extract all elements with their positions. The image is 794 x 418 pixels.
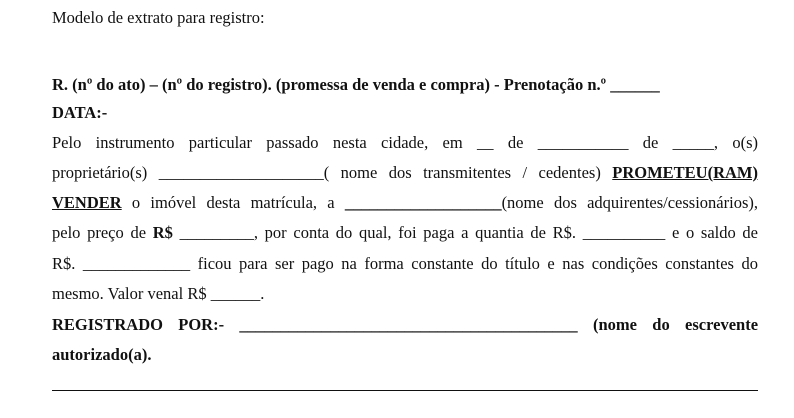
body-line-5: R$. _____________ ficou para ser pago na forma constante do título e nas condições constantes do xyxy=(52,254,758,273)
owners-text: proprietário(s) ____________________( nome dos transmitentes / cedentes) xyxy=(52,163,601,182)
bottom-rule xyxy=(52,390,758,391)
body-line-4 xyxy=(52,223,758,243)
clerk-hint: (nome do escrevente xyxy=(592,315,759,334)
authorized-text: autorizado(a). xyxy=(52,345,152,364)
body-line-3 xyxy=(52,193,758,213)
registered-label: REGISTRADO POR:- xyxy=(52,315,225,334)
currency-label: R$ xyxy=(152,223,173,242)
body-line-2 xyxy=(52,163,758,183)
sell-text: VENDER xyxy=(52,193,122,212)
clerk-blank: _________________________________________ xyxy=(239,315,578,334)
act-heading: R. (nº do ato) – (nº do registro). (promessa de venda e compra) - Prenotação n.º ______ xyxy=(52,75,660,94)
body-line-1: Pelo instrumento particular passado nesta cidade, em __ de ___________ de _____, o(s) xyxy=(52,133,758,152)
date-label: DATA:- xyxy=(52,103,108,122)
intro-text: Modelo de extrato para registro: xyxy=(52,8,265,27)
buyers-blank: ___________________ xyxy=(344,193,502,212)
payment-text: _________, por conta do qual, foi paga a quantia de R$. __________ e o saldo de xyxy=(179,223,759,242)
promised-text: PROMETEU(RAM) xyxy=(612,163,758,182)
buyers-text: (nome dos adquirentes/cessionários), xyxy=(501,193,759,212)
property-text: o imóvel desta matrícula, a xyxy=(131,193,335,212)
registered-line xyxy=(52,315,758,335)
body-line-6: mesmo. Valor venal R$ ______. xyxy=(52,284,265,303)
price-label: pelo preço de xyxy=(52,223,147,242)
